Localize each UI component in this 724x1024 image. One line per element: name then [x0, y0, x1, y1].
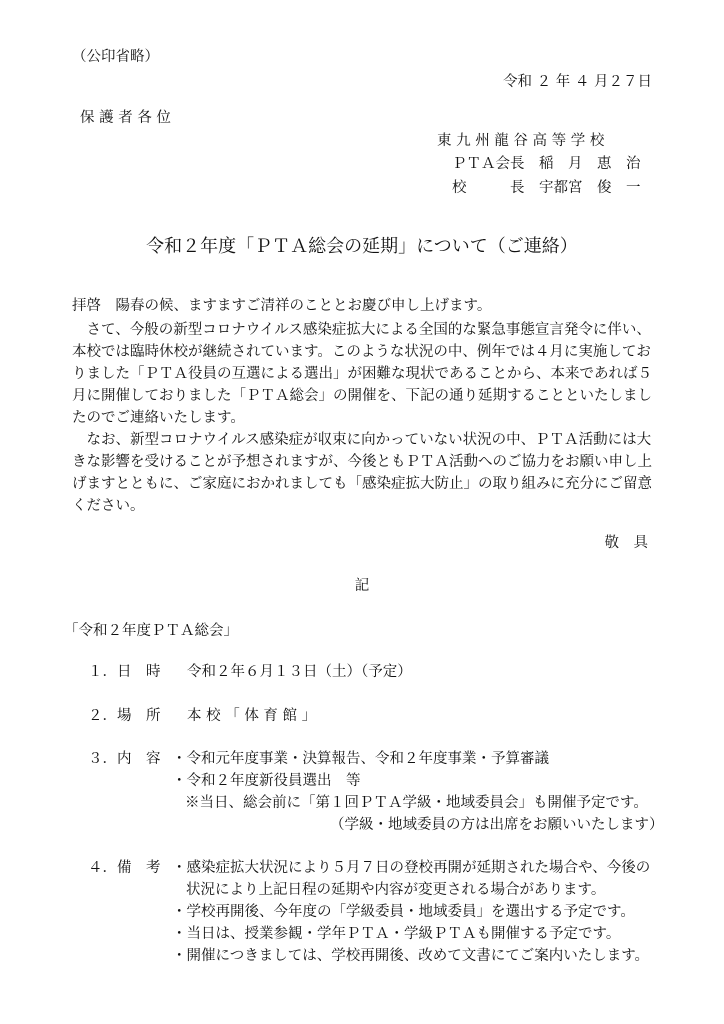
document-date: 令和 ２ 年 ４ 月２７日	[503, 74, 652, 90]
item-datetime-label: １．日 時	[88, 664, 161, 680]
item-place-label: ２．場 所	[88, 708, 161, 724]
recipient: 保 護 者 各 位	[80, 110, 171, 126]
body-paragraph-1: さて、今般の新型コロナウイルス感染症拡大による全国的な緊急事態宣言発令に伴い、本校では臨時休校が継続されています。このような状況の中、例年では４月に実施しておりました「ＰＴＡ役員の互選による選出」が困難な現状であることから、本来であれば５月に開催しておりました「ＰＴＡ総会」の開催を、下記の通り延期することといたしましたのでご連絡いたします。	[72, 322, 652, 426]
item-datetime-value: 令和２年６月１３日（土）（予定）	[187, 664, 412, 680]
greeting: 拝啓 陽春の候、ますますご清祥のこととお慶び申し上げます。	[72, 298, 492, 314]
sender-school: 東 九 州 龍 谷 高 等 学 校	[437, 133, 605, 149]
ki-heading: 記	[354, 578, 370, 594]
item-notes-line: 状況により上記日程の延期や内容が変更される場合があります。	[186, 882, 606, 898]
body-paragraph-2: なお、新型コロナウイルス感染症が収束に向かっていない状況の中、ＰＴＡ活動には大きな影響を受けることが予想されますが、今後ともＰＴＡ活動へのご協力をお願い申し上げますとともに、ご家庭におかれましても「感染症拡大防止」の取り組みに充分にご留意ください。	[72, 432, 652, 514]
item-notes-line: ・開催につきましては、学校再開後、改めて文書にてご案内いたします。	[172, 948, 650, 964]
document-title: 令和２年度「ＰＴＡ総会の延期」について（ご連絡）	[146, 236, 578, 257]
seal-omitted-note: （公印省略）	[72, 49, 159, 65]
item-notes-label: ４．備 考	[88, 860, 161, 876]
item-content-line: （学級・地域委員の方は出席をお願いいたします）	[330, 817, 664, 833]
item-place-value: 本 校 「 体 育 館 」	[187, 708, 317, 724]
item-content-line: ・令和元年度事業・決算報告、令和２年度事業・予算審議	[172, 751, 549, 767]
item-content-label: ３．内 容	[88, 751, 161, 767]
item-notes-line: ・当日は、授業参観・学年ＰＴＡ・学級ＰＴＡも開催する予定です。	[172, 926, 621, 942]
item-notes-line: ・学校再開後、今年度の「学級委員・地域委員」を選出する予定です。	[172, 904, 635, 920]
item-content-line: ・令和２年度新役員選出 等	[172, 773, 361, 789]
item-content-line: ※当日、総会前に「第１回ＰＴＡ学級・地域委員会」も開催予定です。	[185, 795, 648, 811]
item-notes-line: ・感染症拡大状況により５月７日の登校再開が延期された場合や、今後の	[172, 860, 651, 876]
event-title: 「令和２年度ＰＴＡ総会」	[64, 623, 238, 639]
sender-principal: 校 長 宇都宮 俊 一	[452, 180, 641, 196]
sender-pta-president: ＰＴＡ会長 稲 月 恵 治	[452, 156, 641, 172]
closing: 敬 具	[604, 535, 648, 551]
